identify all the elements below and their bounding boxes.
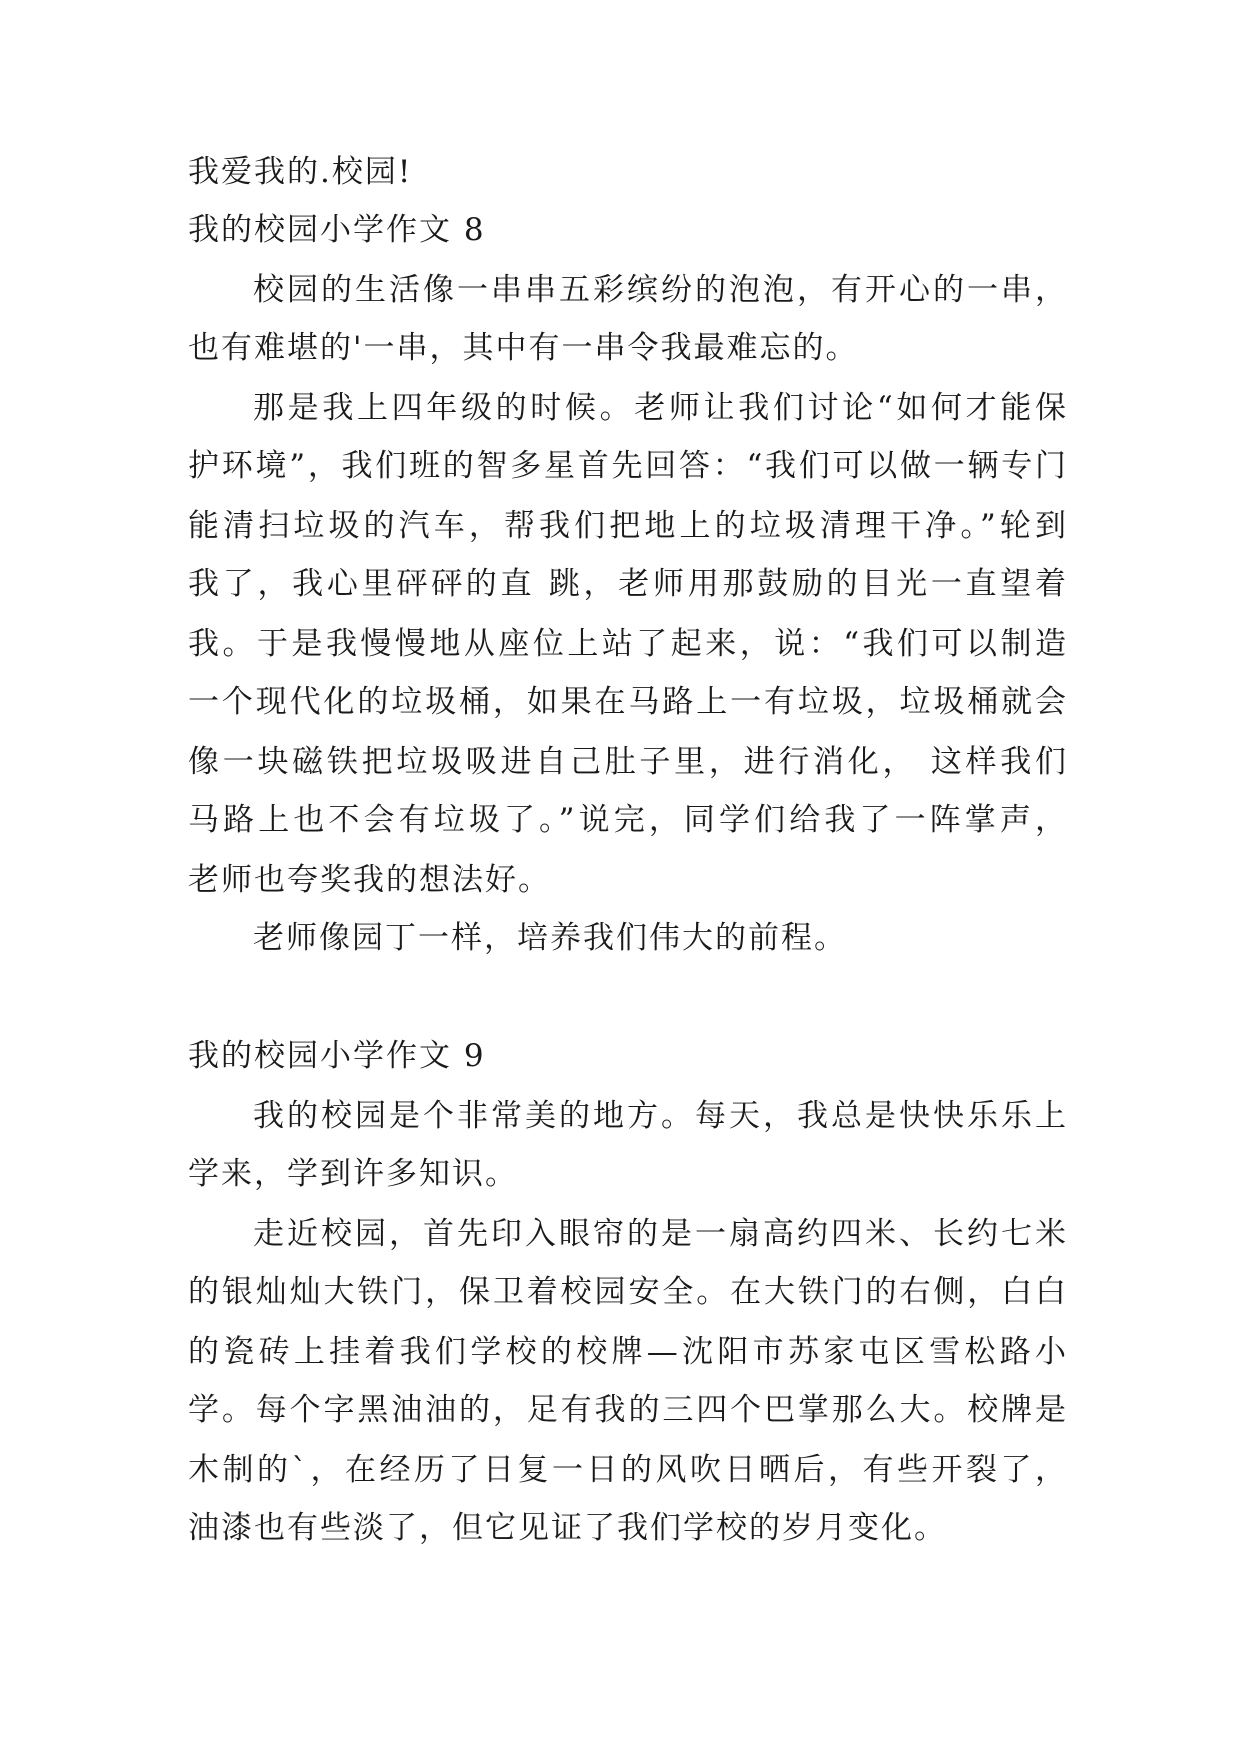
paragraph-line: 一个现代化的垃圾桶，如果在马路上一有垃圾，垃圾桶就会 [188,684,1068,720]
paragraph-line: 像一块磁铁把垃圾吸进自己肚子里，进行消化， 这样我们 [188,744,1068,780]
paragraph-line: 校园的生活像一串串五彩缤纷的泡泡，有开心的一串， [253,272,1068,308]
paragraph-line: 油漆也有些淡了，但它见证了我们学校的岁月变化。 [188,1510,947,1546]
paragraph-line: 学。每个字黑油油的，足有我的三四个巴掌那么大。校牌是 [188,1392,1068,1428]
paragraph-line: 木制的`，在经历了日复一日的风吹日晒后，有些开裂了， [188,1452,1068,1488]
paragraph-line: 学来，学到许多知识。 [188,1156,518,1192]
paragraph-line: 我。于是我慢慢地从座位上站了起来，说：“我们可以制造 [188,626,1068,662]
paragraph-line: 的银灿灿大铁门，保卫着校园安全。在大铁门的右侧，白白 [188,1274,1068,1310]
paragraph-line: 也有难堪的'一串，其中有一串令我最难忘的。 [188,330,859,366]
paragraph-line: 马路上也不会有垃圾了。”说完，同学们给我了一阵掌声， [188,802,1068,838]
paragraph-line: 我的校园是个非常美的地方。每天，我总是快快乐乐上 [253,1098,1068,1134]
paragraph-line: 老师像园丁一样，培养我们伟大的前程。 [253,920,847,956]
paragraph-line: 我了，我心里砰砰的直 跳，老师用那鼓励的目光一直望着 [188,566,1068,602]
closing-line: 我爱我的.校园! [188,154,413,190]
paragraph-line: 老师也夸奖我的想法好。 [188,862,551,898]
paragraph-line: 走近校园，首先印入眼帘的是一扇高约四米、长约七米 [253,1216,1068,1252]
paragraph-line: 的瓷砖上挂着我们学校的校牌—沈阳市苏家屯区雪松路小 [188,1334,1068,1370]
paragraph-line: 护环境”，我们班的智多星首先回答：“我们可以做一辆专门 [188,448,1068,484]
essay-8-title: 我的校园小学作文 8 [188,212,486,248]
paragraph-line: 那是我上四年级的时候。老师让我们讨论“如何才能保 [253,390,1068,426]
paragraph-line: 能清扫垃圾的汽车，帮我们把地上的垃圾清理干净。”轮到 [188,508,1068,544]
essay-9-title: 我的校园小学作文 9 [188,1038,486,1074]
